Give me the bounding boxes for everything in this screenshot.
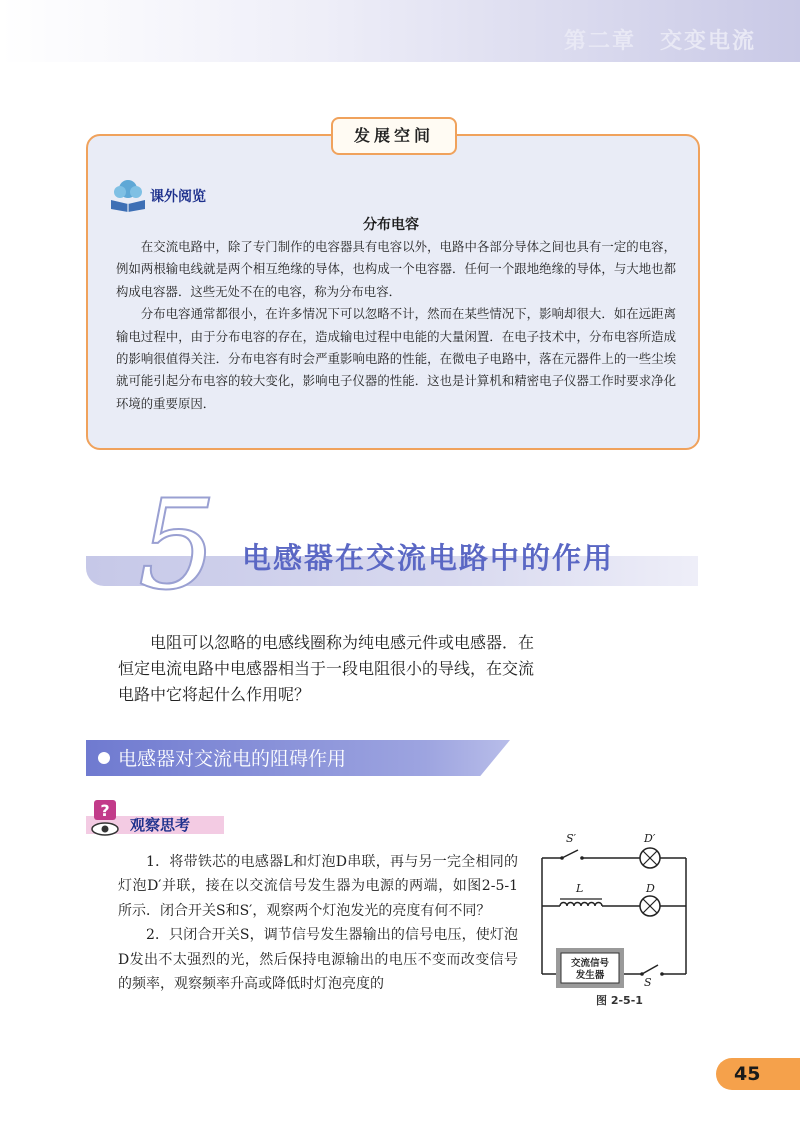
reading-book-icon — [108, 178, 148, 212]
inductor-coil — [560, 903, 602, 907]
lamp-d-prime — [640, 848, 660, 868]
article-title: 分布电容 — [363, 217, 419, 233]
circuit-diagram — [536, 828, 712, 988]
article-paragraph: 在交流电路中，除了专门制作的电容器具有电容以外，电路中各部分导体之间也具有一定的电容，例如两根输电线就是两个相互绝缘的导体，也构成一个电容器．任何一个跟地绝缘的导体，与大地也都构成电容器．这些无处不在的电容，称为分布电容． — [116, 239, 676, 299]
label-s-prime: S′ — [566, 832, 577, 845]
intro-paragraph: 电阻可以忽略的电感线圈称为纯电感元件或电感器．在恒定电流电路中电感器相当于一段电阻很小的导线，在交流电路中它将起什么作用呢？ — [118, 633, 535, 704]
lamp-d — [640, 896, 660, 916]
question-mark: ? — [100, 801, 110, 820]
observe-item: 1．将带铁芯的电感器L和灯泡D串联，再与另一完全相同的灯泡D′并联，接在以交流信号发生器为电源的两端，如图2-5-1所示．闭合开关S和S′，观察两个灯泡发光的亮度有何不同？ — [118, 854, 518, 919]
section-title: 电感器在交流电路中的作用 — [242, 541, 615, 575]
svg-text:交流信号: 交流信号 — [570, 958, 610, 969]
subsection-title: 电感器对交流电的阻碍作用 — [118, 748, 347, 770]
label-s: S — [644, 976, 652, 988]
observe-label: 观察思考 — [130, 816, 191, 834]
article-paragraph: 分布电容通常都很小，在许多情况下可以忽略不计，然而在某些情况下，影响却很大．如在远距离输电过程中，由于分布电容的存在，造成输电过程中电能的大量闲置．在电子技术中，分布电容所造成的影响很值得关注．分布电容有时会严重影响电路的性能，在微电子电路中，落在元器件上的一些尘埃就可能引起分布电容的较大变化，影响电子仪器的性能．这也是计算机和精密电子仪器工作时要求净化环境的重要原因． — [116, 306, 676, 411]
label-l: L — [576, 882, 584, 895]
article-body — [116, 236, 676, 415]
section-intro — [118, 630, 546, 708]
label-d: D — [646, 882, 655, 895]
svg-text:发生器: 发生器 — [575, 970, 605, 981]
label-d-prime: D′ — [644, 832, 656, 845]
figure-caption: 图 2-5-1 — [596, 994, 643, 1007]
signal-generator — [556, 948, 624, 988]
page-number: 45 — [734, 1063, 761, 1085]
section-number: 5 — [138, 474, 217, 618]
eye-question-icon — [88, 800, 122, 836]
chapter-title: 第二章 交变电流 — [563, 29, 756, 54]
bullet-dot-icon — [98, 752, 110, 764]
observe-text — [118, 850, 518, 996]
development-box-title: 发展空间 — [331, 117, 457, 155]
observe-item: 2．只闭合开关S，调节信号发生器输出的信号电压，使灯泡D发出不太强烈的光，然后保持电源输出的电压不变而改变信号的频率，观察频率升高或降低时灯泡亮度的 — [118, 927, 518, 993]
reading-label: 课外阅览 — [150, 189, 206, 205]
